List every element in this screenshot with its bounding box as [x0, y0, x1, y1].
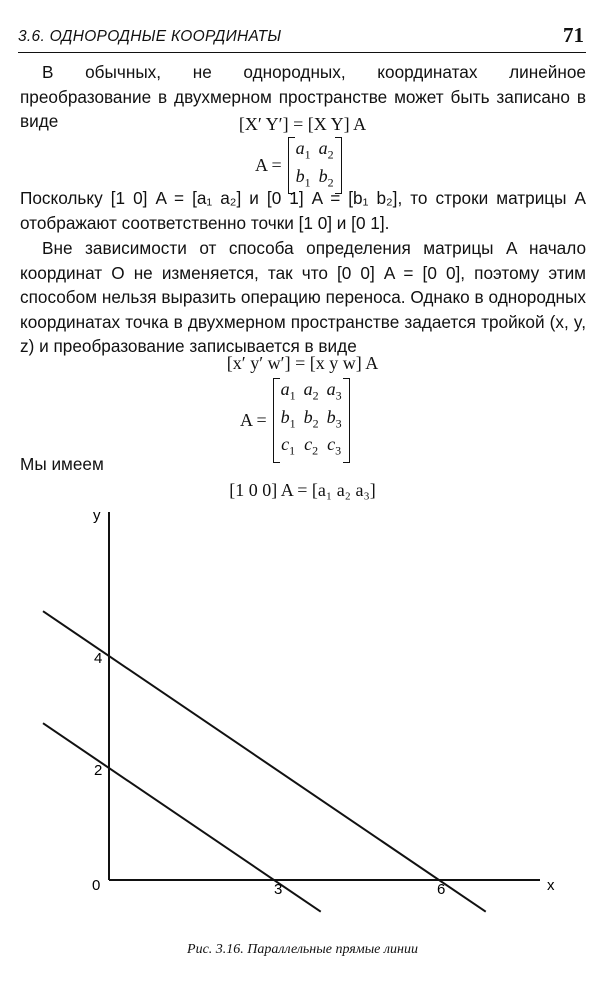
- equation-4: [240, 378, 350, 463]
- paragraph-4: Мы имеем: [20, 454, 104, 474]
- y-axis-label: y: [93, 507, 101, 524]
- equation-1: [X′ Y′] = [X Y] A: [238, 114, 367, 134]
- section-title: 3.6. ОДНОРОДНЫЕ КООРДИНАТЫ: [18, 28, 282, 45]
- matrix3-cell-1-1: $b_2$: [303, 406, 319, 431]
- page-number: 71: [563, 23, 584, 47]
- figure-parallel-lines: [0, 500, 605, 930]
- matrix-a-label: A =: [255, 155, 282, 176]
- figure-caption: Рис. 3.16. Параллельные прямые линии: [187, 942, 418, 957]
- matrix3-cell-0-0: $a_1$: [280, 379, 296, 403]
- x-tick-3: 3: [274, 881, 283, 898]
- paragraph-2: Поскольку [1 0] A = [a₁ a₂] и [0 1] A = [b₁ b₂], то строки матрицы A отображают соответственно точки [1 0] и [0 1].: [20, 188, 586, 233]
- equation-5: [1 0 0] A = [a₁ a₂ a₃]: [229, 480, 376, 500]
- matrix3-cell-0-2: $a_3$: [326, 379, 342, 403]
- paragraph-3: Вне зависимости от способа определения матрицы A начало координат О не изменяется, так что [0 0] A = [0 0], поэтому этим способом нельзя выразить операцию переноса. Однако в однородных координатах точка в двухмерном пространстве задается тройкой (x, y, z) и преобразование записывается в виде: [20, 238, 586, 356]
- matrix3-cell-2-2: $c_3$: [327, 434, 342, 458]
- x-tick-6: 6: [437, 881, 446, 898]
- matrix3-cell-1-2: $b_3$: [326, 406, 342, 431]
- matrix3-cell-1-0: $b_1$: [280, 406, 296, 431]
- matrix3-cell-0-1: $a_2$: [303, 379, 319, 403]
- matrix3-cell-2-1: $c_2$: [304, 434, 319, 458]
- paragraph-1: В обычных, не однородных, координатах линейное преобразование в двухмерном пространстве может быть записано в виде: [20, 62, 586, 131]
- y-tick-4: 4: [94, 650, 103, 667]
- matrix2-cell-1-0: $b_1$: [295, 165, 311, 190]
- matrix3-cell-2-0: $c_1$: [281, 434, 296, 458]
- matrix2-cell-1-1: $b_2$: [318, 165, 334, 190]
- running-head: [18, 22, 586, 53]
- matrix-3x3: [273, 378, 350, 463]
- y-tick-2: 2: [94, 762, 103, 779]
- matrix2-cell-0-1: $a_2$: [318, 138, 334, 162]
- matrix-a3-label: A =: [240, 409, 267, 430]
- equation-3: [x′ y′ w′] = [x y w] A: [226, 353, 379, 373]
- origin-label: 0: [92, 877, 101, 894]
- matrix2-cell-0-0: $a_1$: [295, 138, 311, 162]
- x-axis-label: x: [547, 877, 555, 894]
